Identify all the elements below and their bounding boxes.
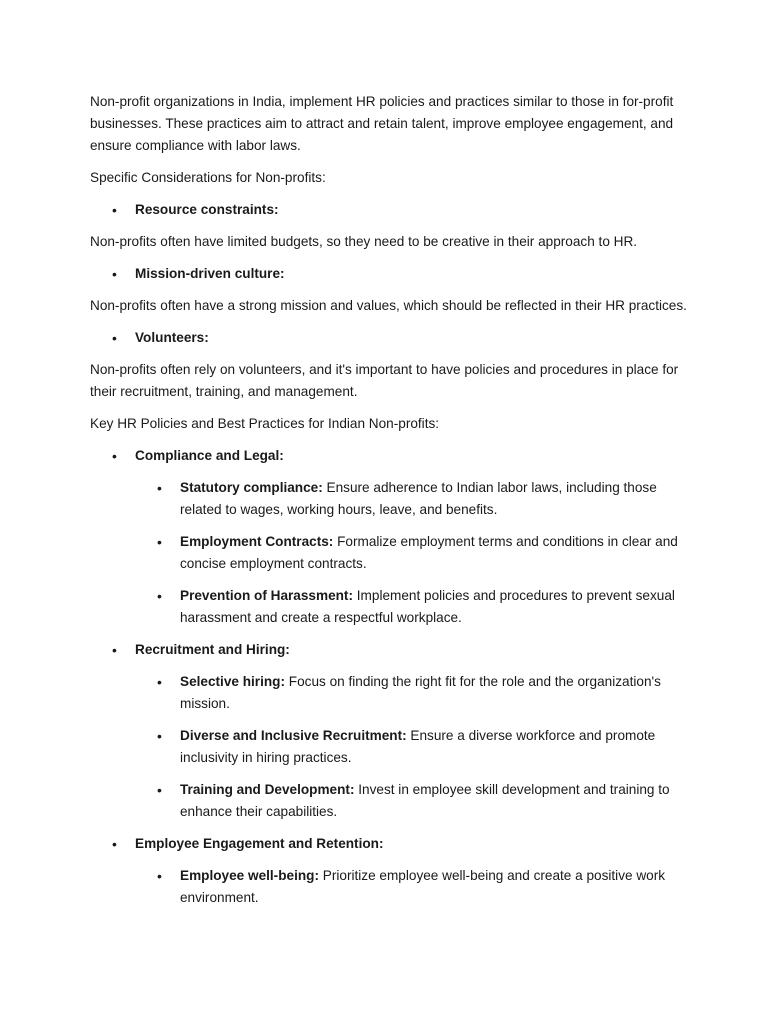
list-item [90,199,688,221]
policy-term: Statutory compliance: [180,480,323,495]
policy-desc: Invest in employee skill development and training to enhance their capabilities. [180,782,670,819]
policy-desc: Formalize employment terms and conditions in clear and concise employment contracts. [180,534,678,571]
bullet-icon: • [112,202,117,218]
policies-heading: Key HR Policies and Best Practices for Indian Non-profits: [90,416,440,431]
policy-term: Training and Development: [180,782,355,797]
bullet-icon: • [157,588,162,604]
considerations-heading: Specific Considerations for Non-profits: [90,170,326,185]
policy-group-title: Compliance and Legal: [135,448,284,463]
bullet-icon: • [112,836,117,852]
policy-group [90,833,688,909]
policy-term: Employment Contracts: [180,534,334,549]
policy-term: Prevention of Harassment: [180,588,353,603]
policy-term: Selective hiring: [180,674,286,689]
list-item [90,327,688,349]
bullet-icon: • [157,480,162,496]
bullet-icon: • [157,782,162,798]
consideration-text: Non-profits often rely on volunteers, and it's important to have policies and procedures in place for their recruitment, training, and management. [90,362,679,399]
consideration-title: Resource constraints: [135,202,279,217]
policy-sublist [135,865,688,909]
policy-item [135,585,688,629]
policy-sublist [135,671,688,823]
policy-desc: Focus on finding the right fit for the role and the organization's mission. [180,674,661,711]
bullet-icon: • [112,448,117,464]
policy-group [90,639,688,823]
consideration-list [90,199,688,221]
consideration-title: Volunteers: [135,330,209,345]
policy-term: Diverse and Inclusive Recruitment: [180,728,407,743]
consideration-title: Mission-driven culture: [135,266,285,281]
bullet-icon: • [112,330,117,346]
bullet-icon: • [112,266,117,282]
bullet-icon: • [157,728,162,744]
policy-term: Employee well-being: [180,868,319,883]
consideration-text: Non-profits often have limited budgets, so they need to be creative in their approach to HR. [90,234,638,249]
intro-paragraph: Non-profit organizations in India, implement HR policies and practices similar to those in for-profit businesses. These practices aim to attract and retain talent, improve employee engagement, and ensure compliance with labor laws. [90,94,674,153]
bullet-icon: • [157,534,162,550]
list-item [90,263,688,285]
bullet-icon: • [157,674,162,690]
policy-sublist [135,477,688,629]
policy-group [90,445,688,629]
policy-desc: Ensure a diverse workforce and promote inclusivity in hiring practices. [180,728,656,765]
policy-item [135,531,688,575]
policy-group-title: Employee Engagement and Retention: [135,836,384,851]
bullet-icon: • [157,868,162,884]
consideration-list [90,263,688,285]
policy-item [135,779,688,823]
policy-desc: Prioritize employee well-being and create a positive work environment. [180,868,666,905]
policy-desc: Ensure adherence to Indian labor laws, including those related to wages, working hours, leave, and benefits. [180,480,657,517]
bullet-icon: • [112,642,117,658]
consideration-text: Non-profits often have a strong mission and values, which should be reflected in their HR practices. [90,298,687,313]
consideration-list [90,327,688,349]
policy-item [135,725,688,769]
policy-desc: Implement policies and procedures to prevent sexual harassment and create a respectful workplace. [180,588,675,625]
policy-item [135,671,688,715]
policy-list [90,445,688,909]
policy-group-title: Recruitment and Hiring: [135,642,290,657]
policy-item [135,477,688,521]
policy-item [135,865,688,909]
